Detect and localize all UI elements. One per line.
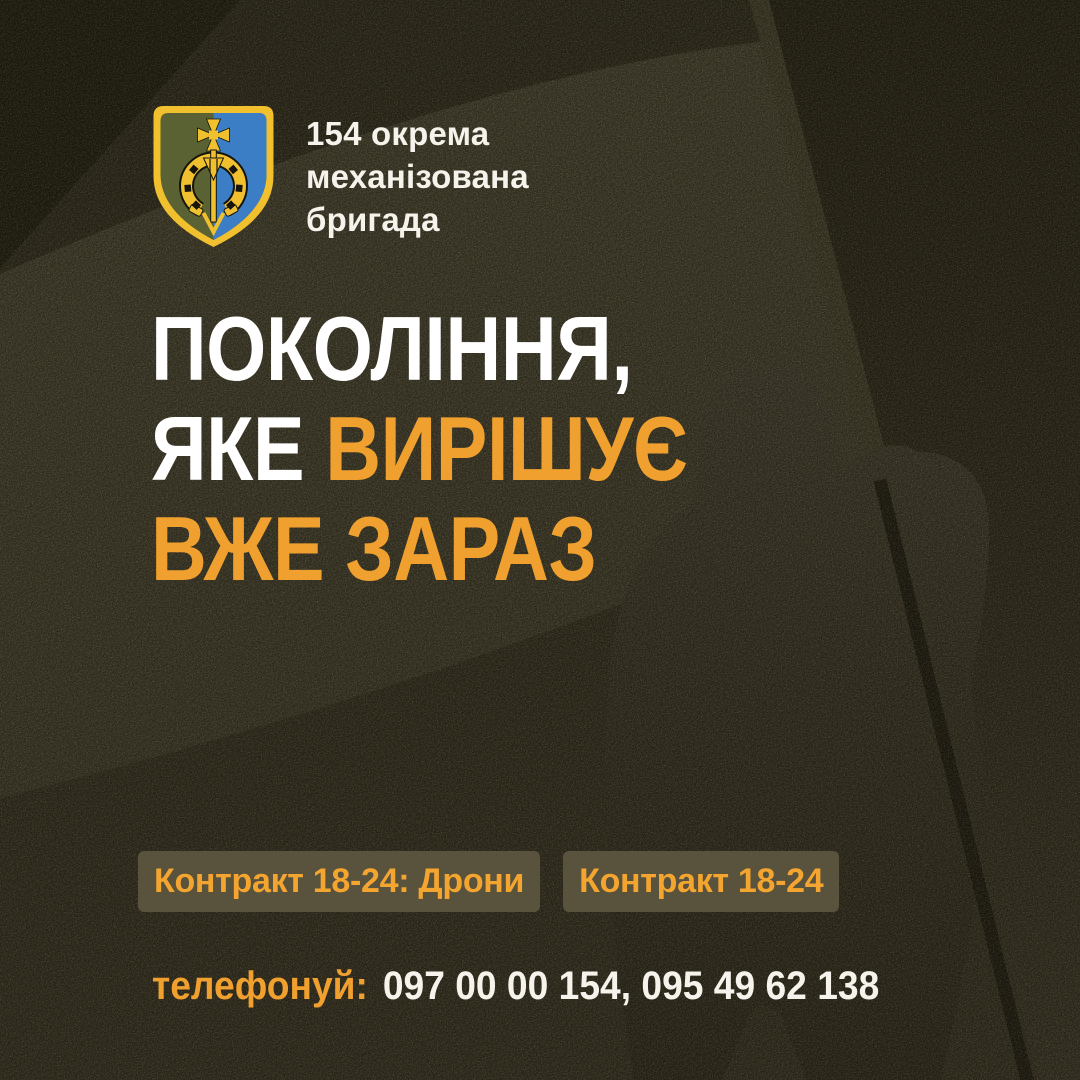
cta-badge-infantry[interactable]: Контракт 18-24	[563, 851, 839, 912]
unit-name-line: 154 окрема	[306, 115, 490, 152]
unit-name-line: механізована	[306, 158, 529, 195]
brigade-emblem-icon	[150, 106, 277, 247]
unit-name-line: бригада	[306, 201, 440, 238]
headline-line2-accent: ВИРІШУЄ	[325, 399, 688, 500]
headline-line2-white: ЯКЕ	[151, 399, 326, 500]
phone-numbers: 097 00 00 154, 095 49 62 138	[382, 964, 880, 1008]
headline-line1: ПОКОЛІННЯ,	[151, 299, 633, 400]
call-to-action-label: телефонуй:	[152, 964, 368, 1008]
cta-badges	[138, 851, 839, 912]
unit-name	[306, 112, 529, 241]
headline-line3: ВЖЕ ЗАРАЗ	[151, 499, 597, 600]
headline	[151, 300, 688, 600]
cta-badge-drones[interactable]: Контракт 18-24: Дрони	[138, 851, 540, 912]
headline-line2	[151, 400, 688, 500]
phone-cta	[152, 962, 879, 1010]
